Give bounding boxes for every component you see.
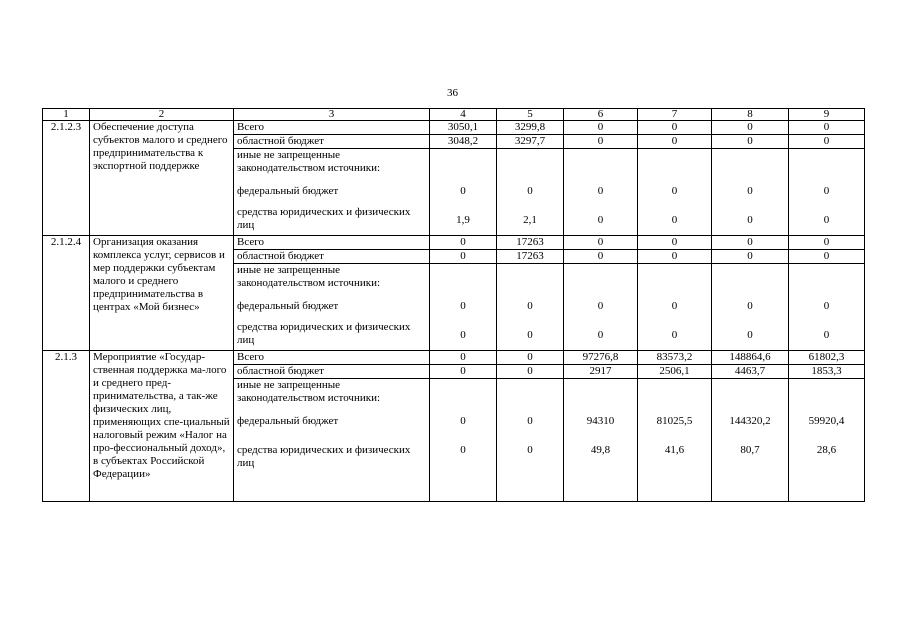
value-cell: 17263: [497, 236, 564, 250]
value-cell: 49,8: [564, 436, 638, 502]
value-cell: 0: [564, 176, 638, 206]
value-cell: 0: [712, 250, 789, 264]
value-cell: 81025,5: [638, 406, 712, 436]
value-cell: [712, 379, 789, 407]
value-cell: 2917: [564, 365, 638, 379]
funding-source: иные не запрещенные законодательством источники:: [234, 379, 430, 407]
funding-source: средства юридических и физических лиц: [234, 321, 430, 351]
header-cell: 7: [638, 109, 712, 121]
funding-source: средства юридических и физических лиц: [234, 436, 430, 502]
value-cell: 17263: [497, 250, 564, 264]
value-cell: 0: [430, 176, 497, 206]
funding-source: федеральный бюджет: [234, 291, 430, 321]
value-cell: 0: [430, 351, 497, 365]
value-cell: [430, 264, 497, 292]
value-cell: 1853,3: [789, 365, 865, 379]
value-cell: 0: [712, 121, 789, 135]
value-cell: 0: [564, 291, 638, 321]
value-cell: 97276,8: [564, 351, 638, 365]
row-name: Организация оказания комплекса услуг, сервисов и мер поддержки субъектам малого и среднего предпринимательства в центрах «Мой бизнес»: [90, 236, 234, 351]
value-cell: [789, 264, 865, 292]
value-cell: 0: [497, 365, 564, 379]
value-cell: 3048,2: [430, 135, 497, 149]
header-cell: 8: [712, 109, 789, 121]
value-cell: 144320,2: [712, 406, 789, 436]
header-cell: 4: [430, 109, 497, 121]
funding-source: областной бюджет: [234, 135, 430, 149]
value-cell: 0: [430, 321, 497, 351]
value-cell: 0: [497, 176, 564, 206]
value-cell: [638, 379, 712, 407]
value-cell: 2,1: [497, 206, 564, 236]
value-cell: 0: [430, 250, 497, 264]
funding-source: областной бюджет: [234, 365, 430, 379]
value-cell: 61802,3: [789, 351, 865, 365]
value-cell: 0: [712, 206, 789, 236]
value-cell: [564, 264, 638, 292]
value-cell: [712, 264, 789, 292]
header-cell: 9: [789, 109, 865, 121]
value-cell: [789, 379, 865, 407]
value-cell: 0: [712, 321, 789, 351]
value-cell: 80,7: [712, 436, 789, 502]
value-cell: [789, 149, 865, 177]
value-cell: 0: [497, 291, 564, 321]
table-row: [43, 121, 865, 135]
value-cell: 2506,1: [638, 365, 712, 379]
header-cell: 6: [564, 109, 638, 121]
row-name: Обеспечение доступа субъектов малого и среднего предпринимательства к экспортной поддержке: [90, 121, 234, 236]
value-cell: 0: [789, 176, 865, 206]
page-number: 36: [447, 87, 458, 99]
row-code: 2.1.2.3: [43, 121, 90, 236]
table-row: [43, 236, 865, 250]
value-cell: 0: [564, 236, 638, 250]
value-cell: [497, 149, 564, 177]
value-cell: 0: [430, 406, 497, 436]
value-cell: 1,9: [430, 206, 497, 236]
value-cell: 0: [712, 176, 789, 206]
value-cell: 41,6: [638, 436, 712, 502]
value-cell: 0: [430, 236, 497, 250]
value-cell: 0: [638, 236, 712, 250]
value-cell: 148864,6: [712, 351, 789, 365]
value-cell: [712, 149, 789, 177]
header-cell: 3: [234, 109, 430, 121]
value-cell: [497, 264, 564, 292]
value-cell: 0: [564, 121, 638, 135]
value-cell: [430, 379, 497, 407]
header-cell: 5: [497, 109, 564, 121]
funding-source: Всего: [234, 121, 430, 135]
value-cell: 3299,8: [497, 121, 564, 135]
value-cell: 28,6: [789, 436, 865, 502]
value-cell: 0: [497, 351, 564, 365]
value-cell: 0: [430, 365, 497, 379]
value-cell: 94310: [564, 406, 638, 436]
header-row: [43, 109, 865, 121]
funding-source: федеральный бюджет: [234, 406, 430, 436]
value-cell: 0: [638, 121, 712, 135]
row-code: 2.1.3: [43, 351, 90, 502]
funding-source: иные не запрещенные законодательством источники:: [234, 149, 430, 177]
value-cell: 0: [789, 206, 865, 236]
value-cell: 0: [564, 135, 638, 149]
value-cell: 0: [564, 321, 638, 351]
funding-source: федеральный бюджет: [234, 176, 430, 206]
value-cell: 0: [712, 291, 789, 321]
value-cell: 0: [789, 250, 865, 264]
value-cell: 0: [564, 206, 638, 236]
value-cell: 0: [430, 436, 497, 502]
value-cell: 0: [638, 321, 712, 351]
value-cell: [497, 379, 564, 407]
row-code: 2.1.2.4: [43, 236, 90, 351]
funding-source: средства юридических и физических лиц: [234, 206, 430, 236]
value-cell: [638, 264, 712, 292]
budget-table: [42, 108, 865, 502]
header-cell: 2: [90, 109, 234, 121]
value-cell: 0: [712, 236, 789, 250]
value-cell: 0: [789, 121, 865, 135]
value-cell: 0: [789, 236, 865, 250]
funding-source: Всего: [234, 236, 430, 250]
value-cell: 0: [638, 206, 712, 236]
value-cell: 3050,1: [430, 121, 497, 135]
value-cell: 0: [638, 291, 712, 321]
value-cell: 0: [789, 135, 865, 149]
value-cell: 0: [789, 321, 865, 351]
value-cell: [564, 149, 638, 177]
funding-source: иные не запрещенные законодательством источники:: [234, 264, 430, 292]
funding-source: областной бюджет: [234, 250, 430, 264]
row-name: Мероприятие «Государ-ственная поддержка ма-лого и среднего пред-принимательства, а так-же физических лиц, применяющих спе-циальный налоговый режим «Налог на про-фессиональный доход», в субъектах Российской Федерации»: [90, 351, 234, 502]
value-cell: 0: [497, 406, 564, 436]
value-cell: 0: [712, 135, 789, 149]
value-cell: 0: [430, 291, 497, 321]
value-cell: [564, 379, 638, 407]
value-cell: 4463,7: [712, 365, 789, 379]
funding-source: Всего: [234, 351, 430, 365]
value-cell: 0: [564, 250, 638, 264]
value-cell: 0: [497, 436, 564, 502]
table-row: [43, 351, 865, 365]
value-cell: [638, 149, 712, 177]
value-cell: 0: [789, 291, 865, 321]
header-cell: 1: [43, 109, 90, 121]
value-cell: 0: [638, 176, 712, 206]
value-cell: 0: [638, 250, 712, 264]
value-cell: 0: [638, 135, 712, 149]
value-cell: 0: [497, 321, 564, 351]
value-cell: 3297,7: [497, 135, 564, 149]
value-cell: 59920,4: [789, 406, 865, 436]
value-cell: [430, 149, 497, 177]
value-cell: 83573,2: [638, 351, 712, 365]
